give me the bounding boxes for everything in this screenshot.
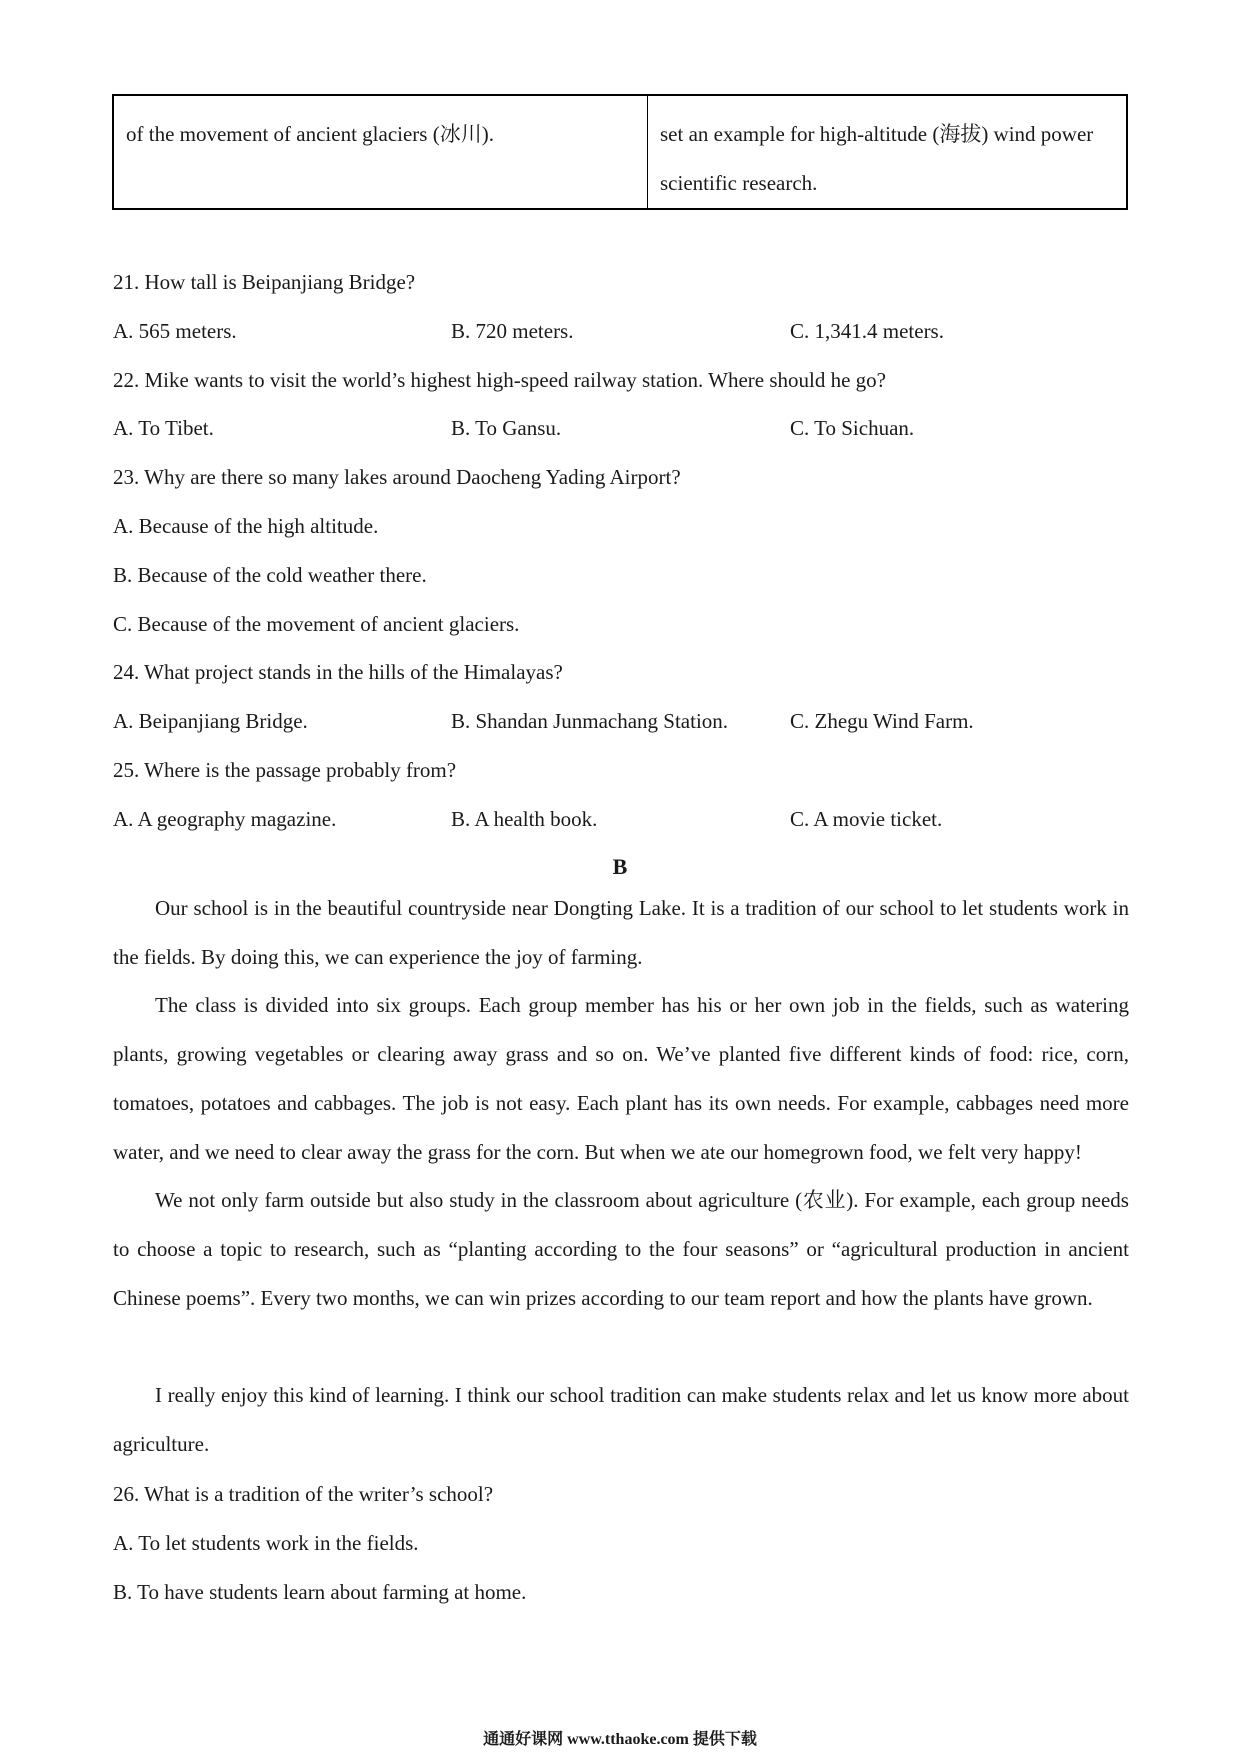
- passage-paragraph-1: Our school is in the beautiful countryside near Dongting Lake. It is a tradition of our school to let students work in the fields. By doing this, we can experience the joy of farming.: [113, 896, 1129, 969]
- question-24-options: [113, 707, 1013, 735]
- option-c: C. To Sichuan.: [790, 416, 915, 440]
- option-a: A. To Tibet.: [113, 416, 214, 440]
- question-26-option-a: A. To let students work in the fields.: [113, 1531, 419, 1555]
- question-24-stem: 24. What project stands in the hills of the Himalayas?: [113, 660, 563, 684]
- option-b: B. A health book.: [451, 807, 598, 831]
- question-23-option-a: A. Because of the high altitude.: [113, 514, 379, 538]
- option-a: A. 565 meters.: [113, 319, 237, 343]
- question-23-option-c: C. Because of the movement of ancient glaciers.: [113, 612, 520, 636]
- passage-paragraph-3: We not only farm outside but also study in the classroom about agriculture (农业). For example, each group needs to choose a topic to research, such as “planting according to the four seasons” or “agricultural production in ancient Chinese poems”. Every two months, we can win prizes according to our team report and how the plants have grown.: [113, 1188, 1129, 1310]
- option-b: B. Shandan Junmachang Station.: [451, 709, 729, 733]
- option-c: C. Zhegu Wind Farm.: [790, 709, 974, 733]
- question-23-stem: 23. Why are there so many lakes around Daocheng Yading Airport?: [113, 465, 681, 489]
- option-c: C. 1,341.4 meters.: [790, 319, 944, 343]
- option-b: B. 720 meters.: [451, 319, 574, 343]
- question-21-options: [113, 317, 1013, 345]
- passage-table-row: [112, 94, 1128, 210]
- question-25-options: [113, 805, 1013, 833]
- page-footer: 通通好课网 www.tthaoke.com 提供下载: [483, 1731, 757, 1748]
- question-22-options: [113, 414, 1013, 442]
- table-cell-left: of the movement of ancient glaciers (冰川).: [114, 96, 648, 208]
- question-25-stem: 25. Where is the passage probably from?: [113, 758, 457, 782]
- passage-paragraph-2: The class is divided into six groups. Each group member has his or her own job in the fields, such as watering plants, growing vegetables or clearing away grass and so on. We’ve planted five different kinds of food: rice, corn, tomatoes, potatoes and cabbages. The job is not easy. Each plant has its own needs. For example, cabbages need more water, and we need to clear away the grass for the corn. But when we ate our homegrown food, we felt very happy!: [113, 993, 1129, 1164]
- option-a: A. A geography magazine.: [113, 807, 337, 831]
- option-a: A. Beipanjiang Bridge.: [113, 709, 308, 733]
- question-21-stem: 21. How tall is Beipanjiang Bridge?: [113, 270, 416, 294]
- option-b: B. To Gansu.: [451, 416, 562, 440]
- question-22-stem: 22. Mike wants to visit the world’s highest high-speed railway station. Where should he go?: [113, 368, 886, 392]
- passage-paragraph-4: I really enjoy this kind of learning. I think our school tradition can make students relax and let us know more about agriculture.: [113, 1383, 1129, 1456]
- question-23-option-b: B. Because of the cold weather there.: [113, 563, 427, 587]
- option-c: C. A movie ticket.: [790, 807, 943, 831]
- table-cell-right: set an example for high-altitude (海拔) wind power scientific research.: [660, 122, 1094, 195]
- question-26-option-b: B. To have students learn about farming at home.: [113, 1580, 527, 1604]
- question-26-stem: 26. What is a tradition of the writer’s school?: [113, 1482, 494, 1506]
- section-heading: B: [612, 854, 628, 879]
